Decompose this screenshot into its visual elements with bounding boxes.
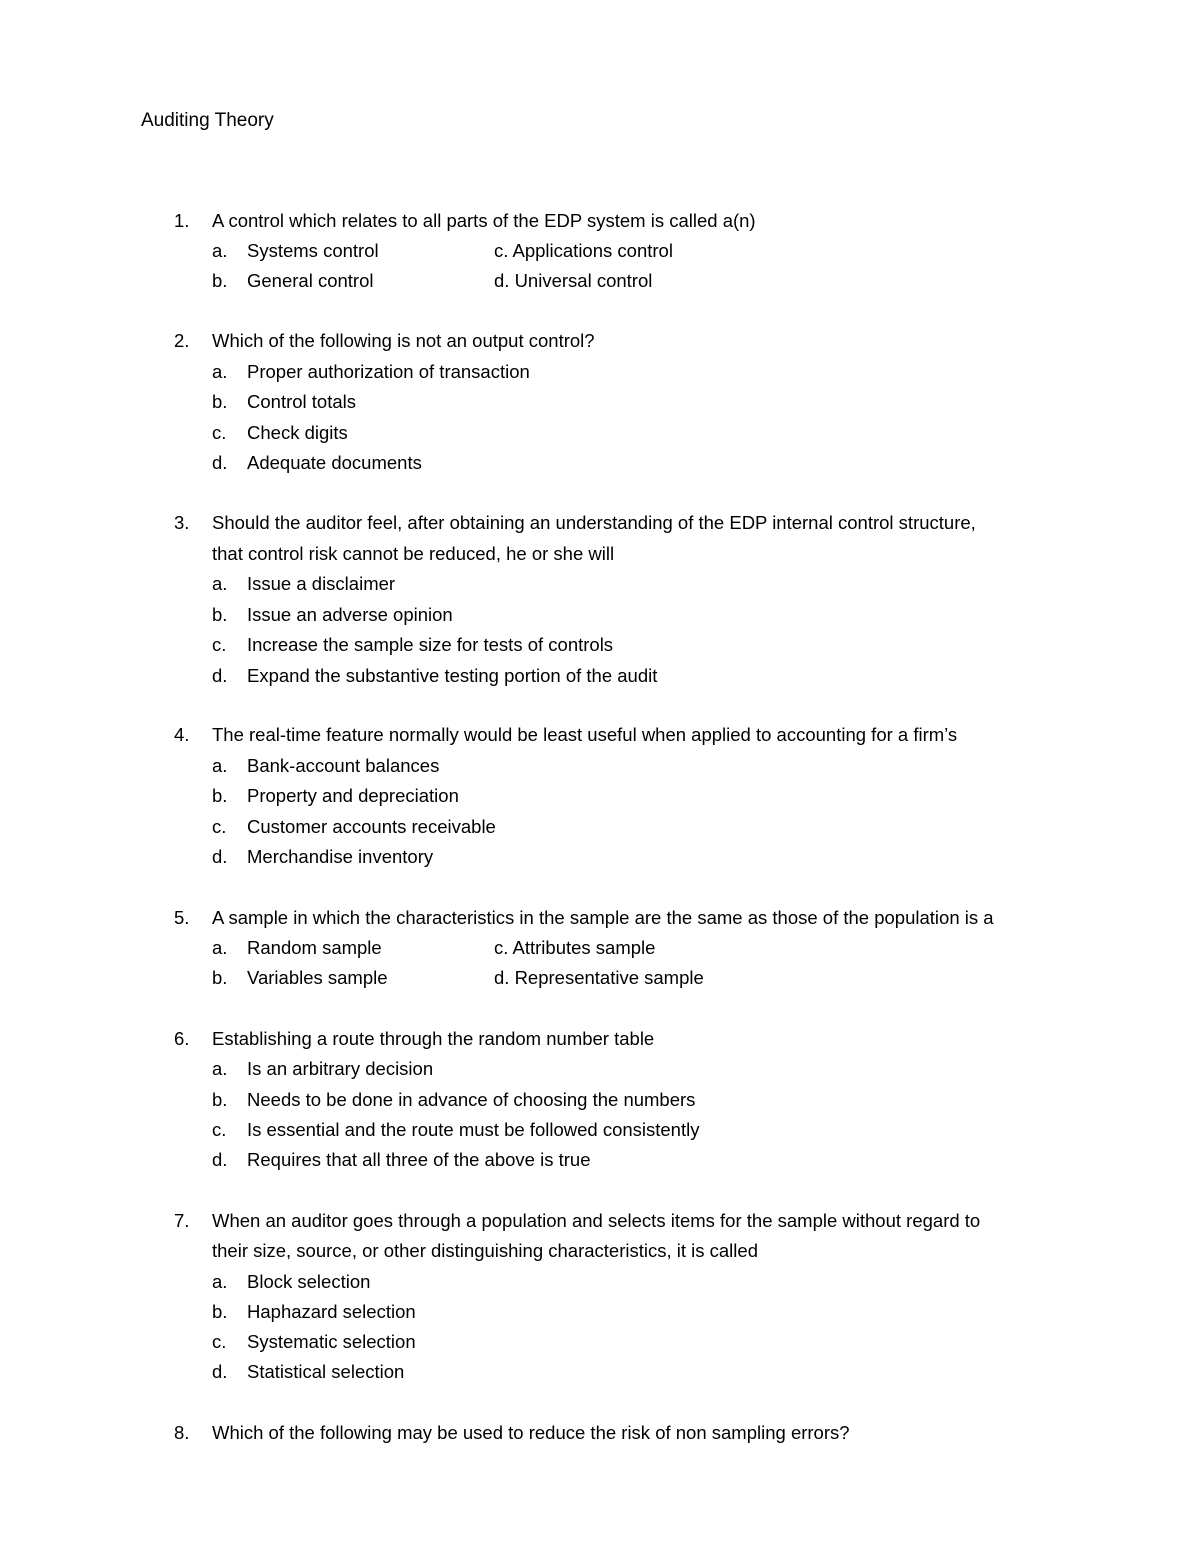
option-text: Haphazard selection	[247, 1301, 416, 1322]
question-number: 8.	[174, 1422, 190, 1443]
option-letter: a.	[212, 1058, 228, 1079]
option-letter: a.	[212, 1271, 228, 1292]
question-text: that control risk cannot be reduced, he or she will	[212, 543, 615, 564]
question-number: 5.	[174, 907, 190, 928]
question-text: Which of the following is not an output control?	[212, 330, 595, 351]
option-letter: a.	[212, 755, 228, 776]
option-text: Block selection	[247, 1271, 371, 1292]
option-text: Customer accounts receivable	[247, 816, 496, 837]
option-text: Issue a disclaimer	[247, 573, 396, 594]
option-text: Adequate documents	[247, 452, 422, 473]
option-text: Random sample	[247, 937, 382, 958]
option-text: Issue an adverse opinion	[247, 604, 453, 625]
option-text: Merchandise inventory	[247, 846, 434, 867]
option-letter: b.	[212, 604, 228, 625]
option-text: Increase the sample size for tests of controls	[247, 634, 614, 655]
question-number: 4.	[174, 724, 190, 745]
option-letter: d.	[212, 1149, 228, 1170]
option-text: d. Universal control	[494, 270, 653, 291]
option-letter: d.	[212, 1361, 228, 1382]
option-text: Requires that all three of the above is true	[247, 1149, 591, 1170]
option-letter: b.	[212, 391, 228, 412]
question-number: 3.	[174, 512, 190, 533]
option-letter: b.	[212, 1301, 228, 1322]
option-text: Property and depreciation	[247, 785, 459, 806]
option-text: Needs to be done in advance of choosing the numbers	[247, 1089, 696, 1110]
option-letter: b.	[212, 1089, 228, 1110]
option-letter: d.	[212, 846, 228, 867]
option-letter: c.	[212, 422, 227, 443]
option-letter: c.	[212, 634, 227, 655]
option-letter: a.	[212, 361, 228, 382]
question-text: Should the auditor feel, after obtaining an understanding of the EDP internal control structure,	[212, 512, 976, 533]
question-text: Which of the following may be used to reduce the risk of non sampling errors?	[212, 1422, 850, 1443]
option-letter: c.	[212, 1119, 227, 1140]
option-letter: d.	[212, 452, 228, 473]
document-title: Auditing Theory	[141, 110, 274, 131]
option-letter: a.	[212, 240, 228, 261]
option-text: Systematic selection	[247, 1331, 416, 1352]
option-text: General control	[247, 270, 374, 291]
question-text: A sample in which the characteristics in the sample are the same as those of the population is a	[212, 907, 994, 928]
option-text: Variables sample	[247, 967, 388, 988]
option-text: Proper authorization of transaction	[247, 361, 530, 382]
option-text: Is an arbitrary decision	[247, 1058, 434, 1079]
option-text: Systems control	[247, 240, 379, 261]
option-text: d. Representative sample	[494, 967, 704, 988]
question-text: The real-time feature normally would be least useful when applied to accounting for a firm’s	[212, 724, 958, 745]
option-text: Is essential and the route must be followed consistently	[247, 1119, 700, 1140]
question-text: A control which relates to all parts of the EDP system is called a(n)	[212, 210, 756, 231]
option-text: Control totals	[247, 391, 356, 412]
option-text: c. Attributes sample	[494, 937, 656, 958]
option-letter: b.	[212, 967, 228, 988]
option-letter: c.	[212, 816, 227, 837]
option-text: Expand the substantive testing portion of the audit	[247, 665, 658, 686]
question-number: 7.	[174, 1210, 190, 1231]
option-text: c. Applications control	[494, 240, 673, 261]
option-text: Statistical selection	[247, 1361, 405, 1382]
option-letter: a.	[212, 937, 228, 958]
question-number: 2.	[174, 330, 190, 351]
question-text: Establishing a route through the random number table	[212, 1028, 655, 1049]
option-letter: b.	[212, 270, 228, 291]
option-letter: a.	[212, 573, 228, 594]
option-letter: d.	[212, 665, 228, 686]
question-text: their size, source, or other distinguishing characteristics, it is called	[212, 1240, 758, 1261]
question-number: 1.	[174, 210, 190, 231]
option-text: Check digits	[247, 422, 348, 443]
question-text: When an auditor goes through a population and selects items for the sample without regard to	[212, 1210, 981, 1231]
question-number: 6.	[174, 1028, 190, 1049]
option-letter: c.	[212, 1331, 227, 1352]
option-letter: b.	[212, 785, 228, 806]
option-text: Bank-account balances	[247, 755, 440, 776]
